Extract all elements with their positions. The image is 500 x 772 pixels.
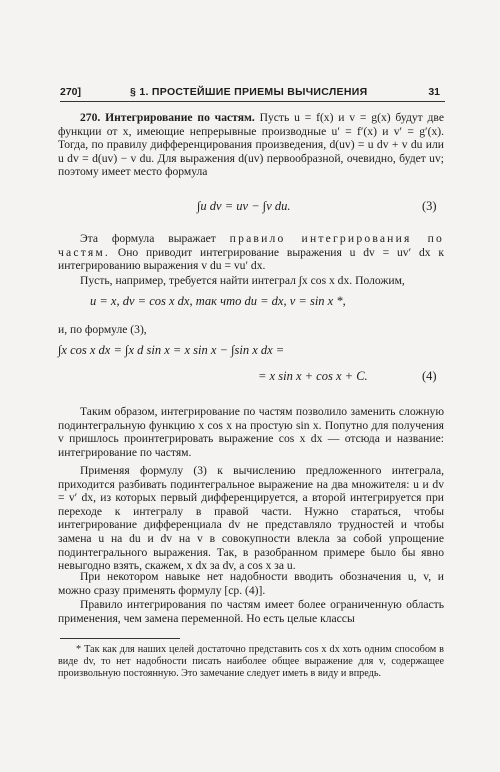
paragraph-example: Пусть, например, требуется найти интеграл ∫x cos x dx. Положим, [80, 274, 405, 287]
rule-text-b: Оно приводит интегрирование выражения u dv = uv′ dx к интегрированию выражения v du = vu′ dx. [58, 245, 444, 273]
page-number: 31 [428, 86, 440, 98]
section-heading: 270. Интегрирование по частям. [80, 111, 255, 124]
paragraph-conclusion: Таким образом, интегрирование по частям позволило заменить сложную подинтегральную функцию x cos x на простую sin x. Попутно для получения v пришлось проинтегрировать выражение cos x dx — отсюда и название: интегрирование по частям. [58, 405, 444, 459]
header-chapter-title: § 1. ПРОСТЕЙШИЕ ПРИЕМЫ ВЫЧИСЛЕНИЯ [130, 86, 368, 98]
formula-4-line-2: = x sin x + cos x + C. [258, 369, 368, 383]
rule-name-spaced: правило интегрирования по частям. [58, 232, 444, 259]
paragraph-scope: Правило интегрирования по частям имеет более ограниченную область применения, чем замена переменной. Но есть целые классы [58, 598, 444, 625]
header-rule [60, 101, 445, 102]
substitution-line: u = x, dv = cos x dx, так что du = dx, v = sin x *, [90, 294, 346, 308]
formula-4-number: (4) [422, 369, 437, 383]
header-section-ref: 270] [60, 86, 82, 98]
paragraph-rule [58, 232, 444, 273]
paragraph-skill: При некотором навыке нет надобности вводить обозначения u, v, и можно сразу применять формулу [ср. (4)]. [58, 570, 444, 597]
paragraph-application: Применяя формулу (3) к вычислению предложенного интеграла, приходится разбивать подинтегральное выражение на два множителя: u и dv = v′ dx, из которых первый дифференцируется, а второй интегрируется при переходе к интегралу в правой части. Нужно стараться, чтобы интегрирование дифференциала dv не представляло трудностей и чтобы замена u на du и dv на v в совокупности влекла за собой упрощение подинтегрального выражения. Так, в разобранном примере было бы явно невыгодно взять, скажем, x dx за dv, а cos x за u. [58, 464, 444, 573]
footnote: * Так как для наших целей достаточно представить cos x dx хоть одним способом в виде dv, то нет надобности писать наиболее общее выражение для v, содержащее произвольную постоянную. Это замечание следует иметь в виду и впредь. [58, 644, 444, 680]
formula-4-line-1: ∫x cos x dx = ∫x d sin x = x sin x − ∫sin x dx = [58, 343, 285, 357]
paragraph-intro-text: Пусть u = f(x) и v = g(x) будут две функции от x, имеющие непрерывные производные u′ = f′(x) и v′ = g′(x). Тогда, по правилу дифференцирования произведения, d(uv) = u dv + v du или u dv = d(uv) − v du. Для выражения d(uv) первообразной, очевидно, будет uv; поэтому имеет место формула [58, 111, 444, 179]
rule-text-a: Эта формула выражает [80, 232, 216, 245]
paragraph-by-formula: и, по формуле (3), [58, 323, 147, 336]
paragraph-intro [58, 111, 444, 179]
footnote-rule [60, 638, 180, 639]
formula-3: ∫u dv = uv − ∫v du. [197, 199, 291, 213]
formula-3-number: (3) [422, 199, 437, 213]
